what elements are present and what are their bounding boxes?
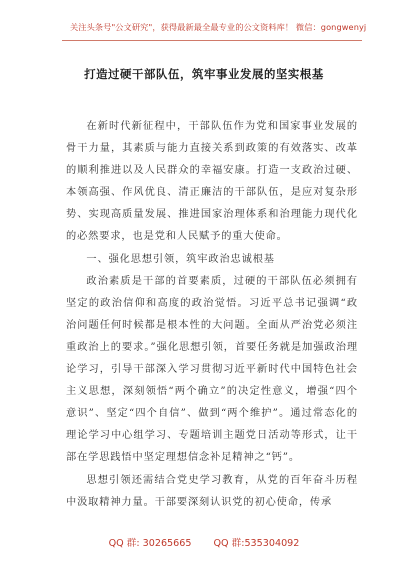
footer-contacts xyxy=(0,535,408,549)
header-divider xyxy=(62,40,362,41)
paragraph-continuation: 思想引领还需结合党史学习教育，从党的百年奋斗历程中汲取精神力量。干部要深刻认识党的初心使命，传承 xyxy=(66,474,358,508)
footer-qq-group-1: QQ 群: 30265665 xyxy=(108,538,192,549)
paragraph-intro: 在新时代新征程中，干部队伍作为党和国家事业发展的骨干力量，其素质与能力直接关系到政策的有效落实、改革的顺利推进以及人民群众的幸福安康。打造一支政治过硬、本领高强、作风优良、清正廉洁的干部队伍，是应对复杂形势、实现高质量发展、推进国家治理体系和治理能力现代化的必然要求，也是党和人民赋予的重大使命。 xyxy=(66,121,358,243)
document-body xyxy=(66,116,358,514)
document-title: 打造过硬干部队伍，筑牢事业发展的坚实根基 xyxy=(84,67,324,81)
section-heading-1: 一、强化思想引领，筑牢政治忠诚根基 xyxy=(86,253,275,265)
footer-qq-group-2: QQ 群:535304092 xyxy=(213,538,300,549)
paragraph-section-1: 政治素质是干部的首要素质，过硬的干部队伍必须拥有坚定的政治信仰和高度的政治觉悟。习近平总书记强调“政治问题任何时候都是根本性的大问题。全面从严治党必须注重政治上的要求。”强化思想引领，首要任务就是加强政治理论学习，引导干部深入学习贯彻习近平新时代中国特色社会主义思想，深刻领悟“两个确立”的决定性意义，增强“四个意识”、坚定“四个自信”、做到“两个维护”。通过常态化的理论学习中心组学习、专题培训主题党日活动等形式，让干部在学思践悟中坚定理想信念补足精神之“钙”。 xyxy=(66,275,358,464)
header-notice: 关注头条号"公文研究"，获得最新最全最专业的公文资料库！ 微信：gongwenyj xyxy=(70,22,367,32)
